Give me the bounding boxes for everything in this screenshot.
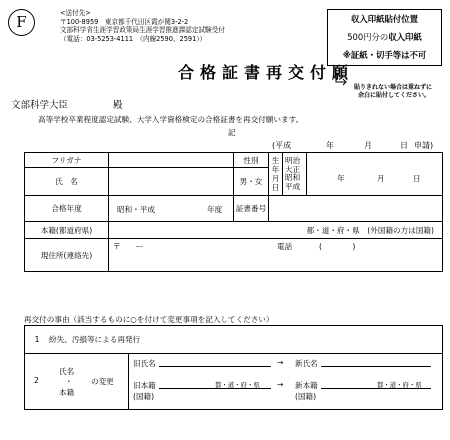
reason-item-2[interactable]: 2 氏名 ・ 本籍 の変更 bbox=[25, 354, 129, 410]
change-details[interactable]: 旧氏名 → 新氏名 旧本籍 都・道・府・県 (国籍) → 新本籍 都・道・府・県 (国籍) bbox=[129, 354, 443, 410]
birth-era-options[interactable]: 明治 大正 昭和 平成 bbox=[283, 153, 307, 196]
phone-label: 電話 bbox=[277, 242, 293, 251]
address-line: <送付先> bbox=[60, 9, 91, 17]
pass-year-field[interactable]: 昭和・平成 年度 bbox=[109, 196, 234, 222]
postal-mark: 〒 ー bbox=[113, 242, 144, 251]
cert-no-field[interactable] bbox=[269, 196, 443, 222]
name-field[interactable] bbox=[109, 168, 234, 196]
address-label: 現住所(連絡先) bbox=[25, 239, 109, 272]
reason-header: 再交付の事由（該当するものに○を付けて変更事項を記入してください） bbox=[24, 315, 274, 324]
gender-label: 性別 bbox=[234, 153, 269, 168]
page-title: 合格証書再交付願 bbox=[178, 63, 355, 82]
birth-date-field[interactable]: 年 月 日 bbox=[307, 153, 443, 196]
stamp-box-amount: 500円分の収入印紙 bbox=[347, 32, 422, 42]
honseki-field[interactable]: 都・道・府・県 (外国籍の方は国籍) bbox=[109, 222, 443, 239]
stamp-note: 貼りきれない場合は重ねずに 余白に貼付してください。 bbox=[354, 84, 433, 99]
name-label: 氏 名 bbox=[25, 168, 109, 196]
furigana-label: フリガナ bbox=[25, 153, 109, 168]
cert-no-label: 証書番号 bbox=[234, 196, 269, 222]
stamp-box-title: 収入印紙貼付位置 bbox=[351, 14, 418, 24]
circle-f-mark: F bbox=[8, 9, 35, 36]
furigana-field[interactable] bbox=[109, 153, 234, 168]
reason-table bbox=[24, 325, 443, 410]
honseki-label: 本籍(都道府県) bbox=[25, 222, 109, 239]
address-line: （電話：03-5253-4111 （内線2590、2591）） bbox=[60, 34, 207, 43]
intro-text: 高等学校卒業程度認定試験、大学入学資格検定の合格証書を再交付願います。 bbox=[38, 115, 304, 124]
address-line: 〒100-8959 東京都千代田区霞が関3-2-2 bbox=[60, 17, 189, 26]
birth-label: 生 年 月 日 bbox=[269, 153, 283, 196]
stamp-box-warning: ※証紙・切手等は不可 bbox=[342, 50, 427, 60]
ki-mark: 記 bbox=[228, 128, 236, 137]
address-line: 文部科学省生涯学習政策局生涯学習推進課認定試験受付 bbox=[60, 26, 225, 35]
addressee-name: 文部科学大臣 bbox=[11, 100, 69, 111]
address-field[interactable] bbox=[109, 239, 443, 272]
pass-year-label: 合格年度 bbox=[25, 196, 109, 222]
revenue-stamp-box bbox=[327, 9, 442, 66]
phone-parens: ( ) bbox=[319, 242, 356, 251]
reason-item-1[interactable]: 1 紛失、汚損等による再発行 bbox=[25, 326, 443, 354]
application-form-table bbox=[24, 152, 443, 272]
addressee-honorific: 殿 bbox=[113, 100, 123, 111]
gender-options[interactable]: 男・女 bbox=[234, 168, 269, 196]
mailing-address bbox=[60, 9, 225, 43]
